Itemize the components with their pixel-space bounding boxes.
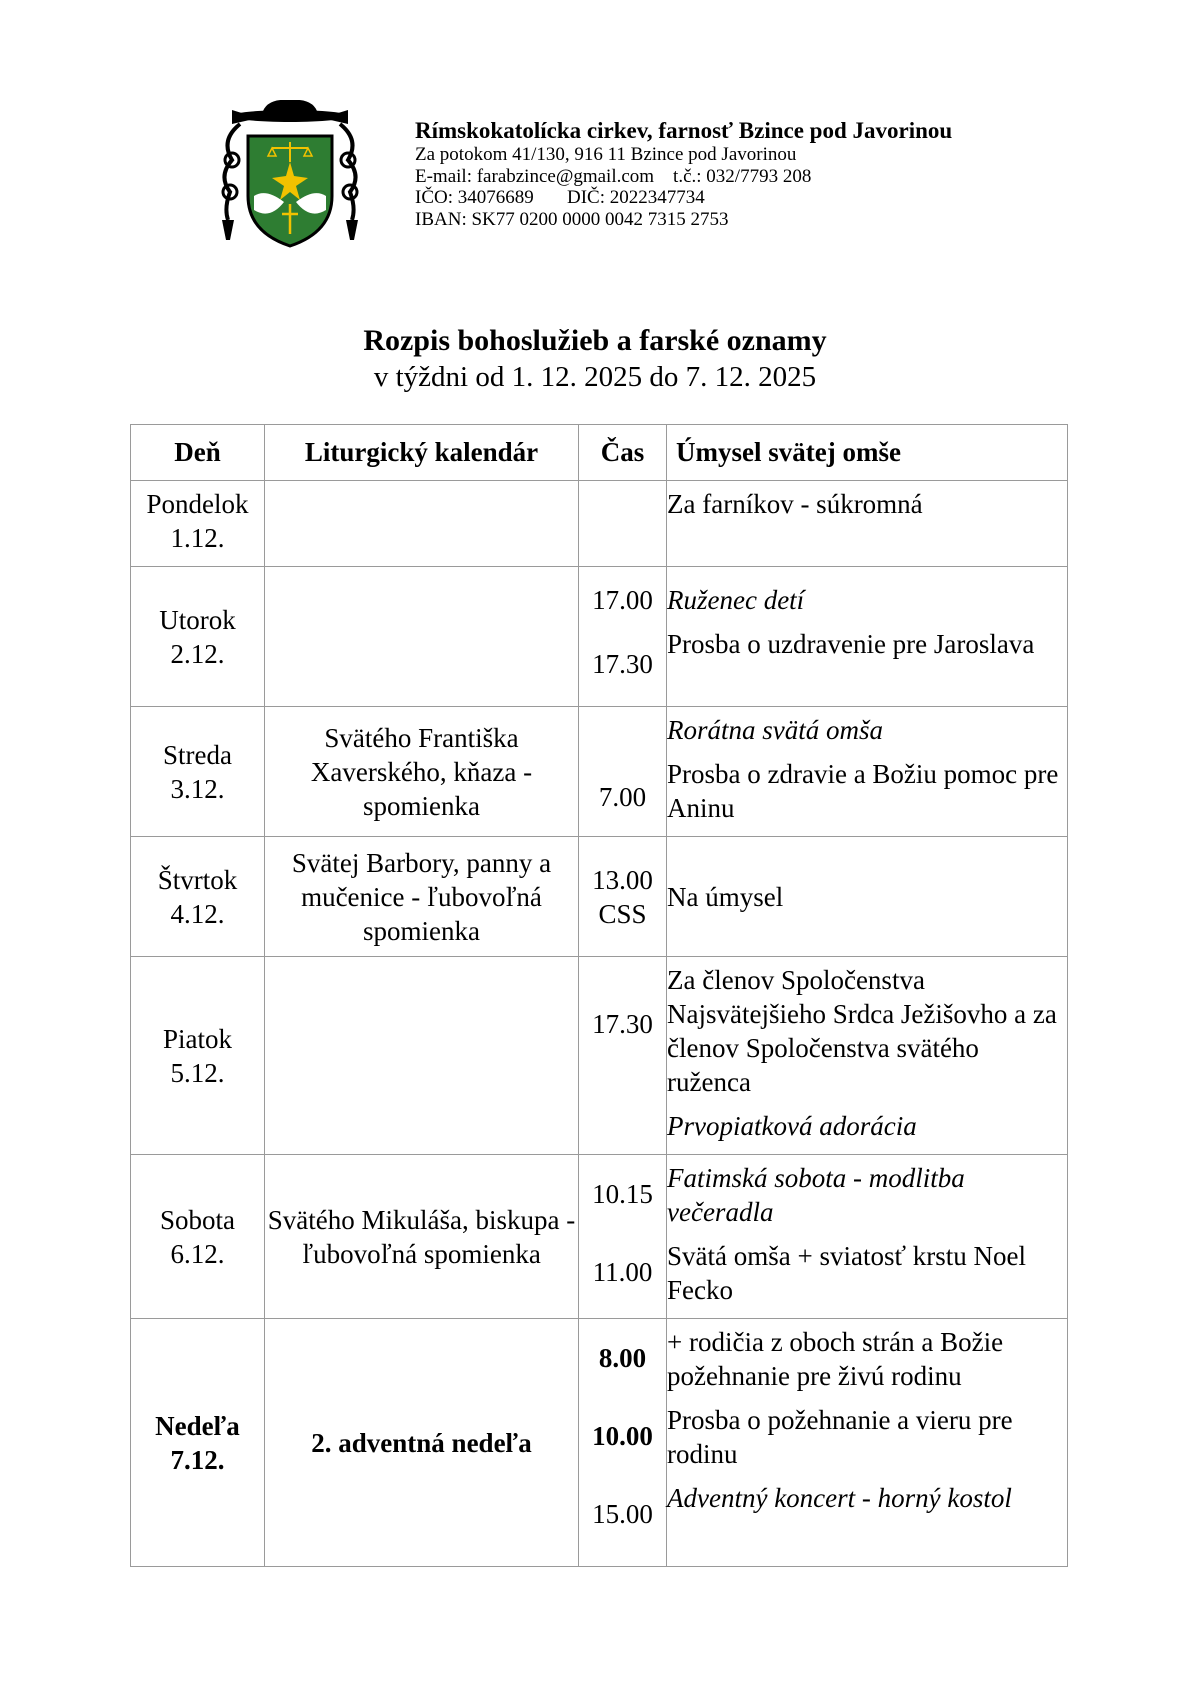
day-cell	[131, 707, 265, 837]
intention-text: Ruženec detí	[667, 585, 805, 615]
day-date: 7.12.	[170, 1444, 225, 1475]
table-row	[131, 1319, 1068, 1567]
parish-crest-icon	[210, 100, 370, 248]
time-text: 15.00	[592, 1499, 653, 1529]
column-header-liturgical-calendar: Liturgický kalendár	[265, 425, 579, 481]
parish-name: Rímskokatolícka cirkev, farnosť Bzince pod Javorinou	[415, 118, 953, 143]
day-name: Štvrtok	[157, 864, 238, 895]
day-date: 6.12.	[170, 1238, 225, 1269]
day-name: Piatok	[162, 1023, 232, 1054]
intention-cell	[667, 481, 1068, 567]
intention-text: Adventný koncert - horný kostol	[667, 1483, 1012, 1513]
time-cell	[579, 567, 667, 707]
document-title: Rozpis bohoslužieb a farské oznamy	[363, 324, 827, 357]
day-date: 1.12.	[170, 523, 225, 553]
liturgical-cell	[265, 481, 579, 567]
table-row	[131, 957, 1068, 1155]
parish-address: Za potokom 41/130, 916 11 Bzince pod Javorinou	[415, 144, 797, 165]
day-cell	[131, 957, 265, 1155]
time-cell: 17.30	[579, 957, 667, 1155]
intention-text: + rodičia z oboch strán a Božie požehnanie pre živú rodinu	[667, 1327, 1004, 1391]
parish-contact: E-mail: farabzince@gmail.com t.č.: 032/7793 208	[415, 165, 812, 187]
day-cell	[131, 837, 265, 957]
intention-cell	[667, 707, 1068, 837]
liturgical-cell	[265, 567, 579, 707]
liturgical-cell	[265, 957, 579, 1155]
parish-header	[415, 118, 952, 230]
intention-cell	[667, 837, 1068, 957]
intention-text: Prvopiatková adorácia	[667, 1111, 917, 1141]
liturgical-cell: 2. adventná nedeľa	[265, 1319, 579, 1567]
intention-text: Prosba o zdravie a Božiu pomoc pre Aninu	[667, 759, 1059, 823]
time-text: 8.00	[598, 1343, 647, 1373]
time-text: 17.30	[592, 649, 653, 679]
liturgical-cell: Svätej Barbory, panny a mučenice - ľubovoľná spomienka	[265, 837, 579, 957]
day-cell	[131, 481, 265, 567]
time-cell	[579, 1319, 667, 1567]
intention-text: Fatimská sobota - modlitba večeradla	[667, 1163, 965, 1227]
day-cell	[131, 567, 265, 707]
liturgical-cell: Svätého Františka Xaverského, kňaza - spomienka	[265, 707, 579, 837]
day-name: Sobota	[159, 1204, 235, 1235]
table-row	[131, 481, 1068, 567]
time-cell: 7.00	[579, 707, 667, 837]
day-name: Nedeľa	[155, 1410, 240, 1441]
day-name: Streda	[163, 739, 232, 770]
day-cell	[131, 1319, 265, 1567]
table-row	[131, 707, 1068, 837]
table-row	[131, 837, 1068, 957]
intention-text: Za členov Spoločenstva Najsvätejšieho Srdca Ježišovho a za členov Spoločenstva svätého ruženca	[667, 965, 1057, 1097]
intention-cell	[667, 1155, 1068, 1319]
day-name: Pondelok	[146, 489, 249, 519]
table-row	[131, 567, 1068, 707]
column-header-time: Čas	[579, 425, 667, 481]
column-header-intention: Úmysel svätej omše	[667, 425, 1068, 481]
day-cell	[131, 1155, 265, 1319]
intention-text: Na úmysel	[667, 881, 784, 912]
liturgical-cell: Svätého Mikuláša, biskupa - ľubovoľná spomienka	[265, 1155, 579, 1319]
intention-cell	[667, 567, 1068, 707]
intention-text: Svätá omša + sviatosť krstu Noel Fecko	[667, 1241, 1026, 1305]
day-date: 4.12.	[170, 898, 225, 929]
time-text: 10.15	[592, 1179, 653, 1209]
document-title-block	[0, 323, 1190, 395]
time-text: 10.00	[592, 1421, 653, 1451]
time-text: 13.00	[592, 864, 653, 895]
table-header-row	[131, 425, 1068, 481]
intention-text: Za farníkov - súkromná	[667, 489, 923, 519]
intention-cell	[667, 957, 1068, 1155]
parish-iban: IBAN: SK77 0200 0000 0042 7315 2753	[415, 208, 729, 230]
document-subtitle: v týždni od 1. 12. 2025 do 7. 12. 2025	[373, 361, 817, 393]
intention-text: Prosba o požehnanie a vieru pre rodinu	[667, 1405, 1013, 1469]
day-name: Utorok	[159, 604, 236, 635]
intention-text: Prosba o uzdravenie pre Jaroslava	[667, 629, 1035, 659]
column-header-day: Deň	[131, 425, 265, 481]
time-cell	[579, 837, 667, 957]
intention-cell	[667, 1319, 1068, 1567]
time-cell	[579, 481, 667, 567]
table-row	[131, 1155, 1068, 1319]
intention-text: Rorátna svätá omša	[667, 715, 883, 745]
day-date: 3.12.	[170, 773, 225, 804]
time-text: CSS	[598, 898, 647, 929]
parish-ids: IČO: 34076689 DIČ: 2022347734	[415, 187, 705, 208]
day-date: 5.12.	[170, 1057, 225, 1088]
time-cell	[579, 1155, 667, 1319]
time-text: 11.00	[592, 1257, 653, 1287]
schedule-table	[130, 424, 1068, 1567]
time-text: 17.00	[592, 585, 653, 615]
day-date: 2.12.	[170, 638, 225, 669]
